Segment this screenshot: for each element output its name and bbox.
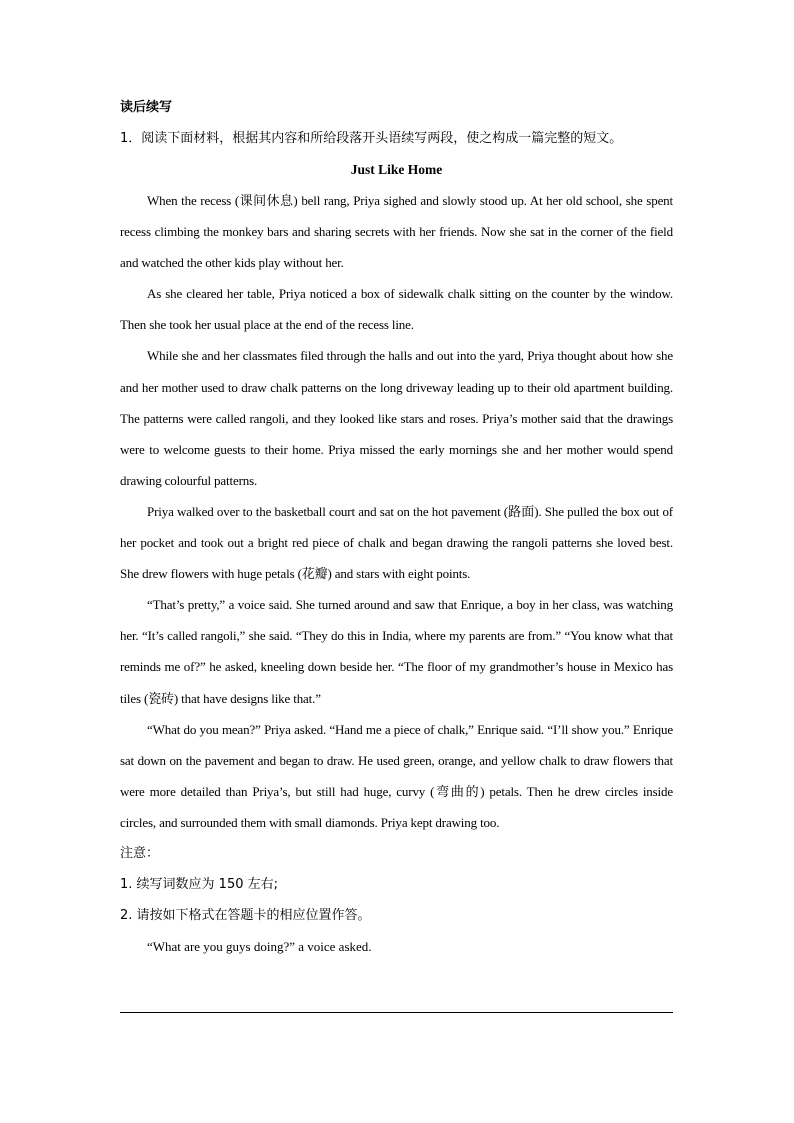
story-paragraph-1: When the recess (课间休息) bell rang, Priya sighed and slowly stood up. At her old school, she spent recess climbing the monkey bars and sharing secrets with her friends. Now she sat in the corner of the field and watched the other kids play without her. — [120, 193, 673, 271]
notes-title: 注意： — [120, 845, 160, 861]
story-title: Just Like Home — [350, 162, 443, 177]
instruction: 1．阅读下面材料，根据其内容和所给段落开头语续写两段，使之构成一篇完整的短文。 — [120, 131, 623, 146]
story-paragraph-2: As she cleared her table, Priya noticed a box of sidewalk chalk sitting on the counter by the window. Then she took her usual place at the end of the recess line. — [120, 286, 673, 333]
story-paragraph-6: “What do you mean?” Priya asked. “Hand me a piece of chalk,” Enrique said. “I’ll show you.” Enrique sat down on the pavement and began to draw. He used green, orange, and yellow chalk to draw flowers that were more detailed than Priya’s, but still had huge, curvy (弯曲的) petals. Then he drew circles inside circles, and surrounded them with small diamonds. Priya kept drawing too. — [120, 721, 673, 830]
section-title: 读后续写 — [120, 100, 173, 115]
document-page — [120, 92, 673, 962]
answer-line — [120, 1012, 673, 1013]
story-paragraph-3: While she and her classmates filed through the halls and out into the yard, Priya thought about how she and her mother used to draw chalk patterns on the long driveway leading up to their old apartment building. The patterns were called rangoli, and they looked like stars and roses. Priya’s mother said that the drawings were to welcome guests to their home. Priya missed the early mornings she and her mother would spend drawing colourful patterns. — [120, 348, 673, 488]
note-item-1: 1. 续写词数应为 150 左右; — [120, 876, 278, 892]
note-item-2: 2. 请按如下格式在答题卡的相应位置作答。 — [120, 907, 371, 923]
story-paragraph-4: Priya walked over to the basketball court and sat on the hot pavement (路面). She pulled the box out of her pocket and took out a bright red piece of chalk and began drawing the rangoli patterns she loved best. She drew flowers with huge petals (花瓣) and stars with eight points. — [120, 503, 673, 582]
continuation-prompt: “What are you guys doing?” a voice asked. — [147, 938, 372, 954]
story-paragraph-5: “That’s pretty,” a voice said. She turned around and saw that Enrique, a boy in her class, was watching her. “It’s called rangoli,” she said. “They do this in India, where my parents are from.” “You know what that reminds me of?” he asked, kneeling down beside her. “The floor of my grandmother’s house in Mexico has tiles (瓷砖) that have designs like that.” — [120, 597, 673, 706]
